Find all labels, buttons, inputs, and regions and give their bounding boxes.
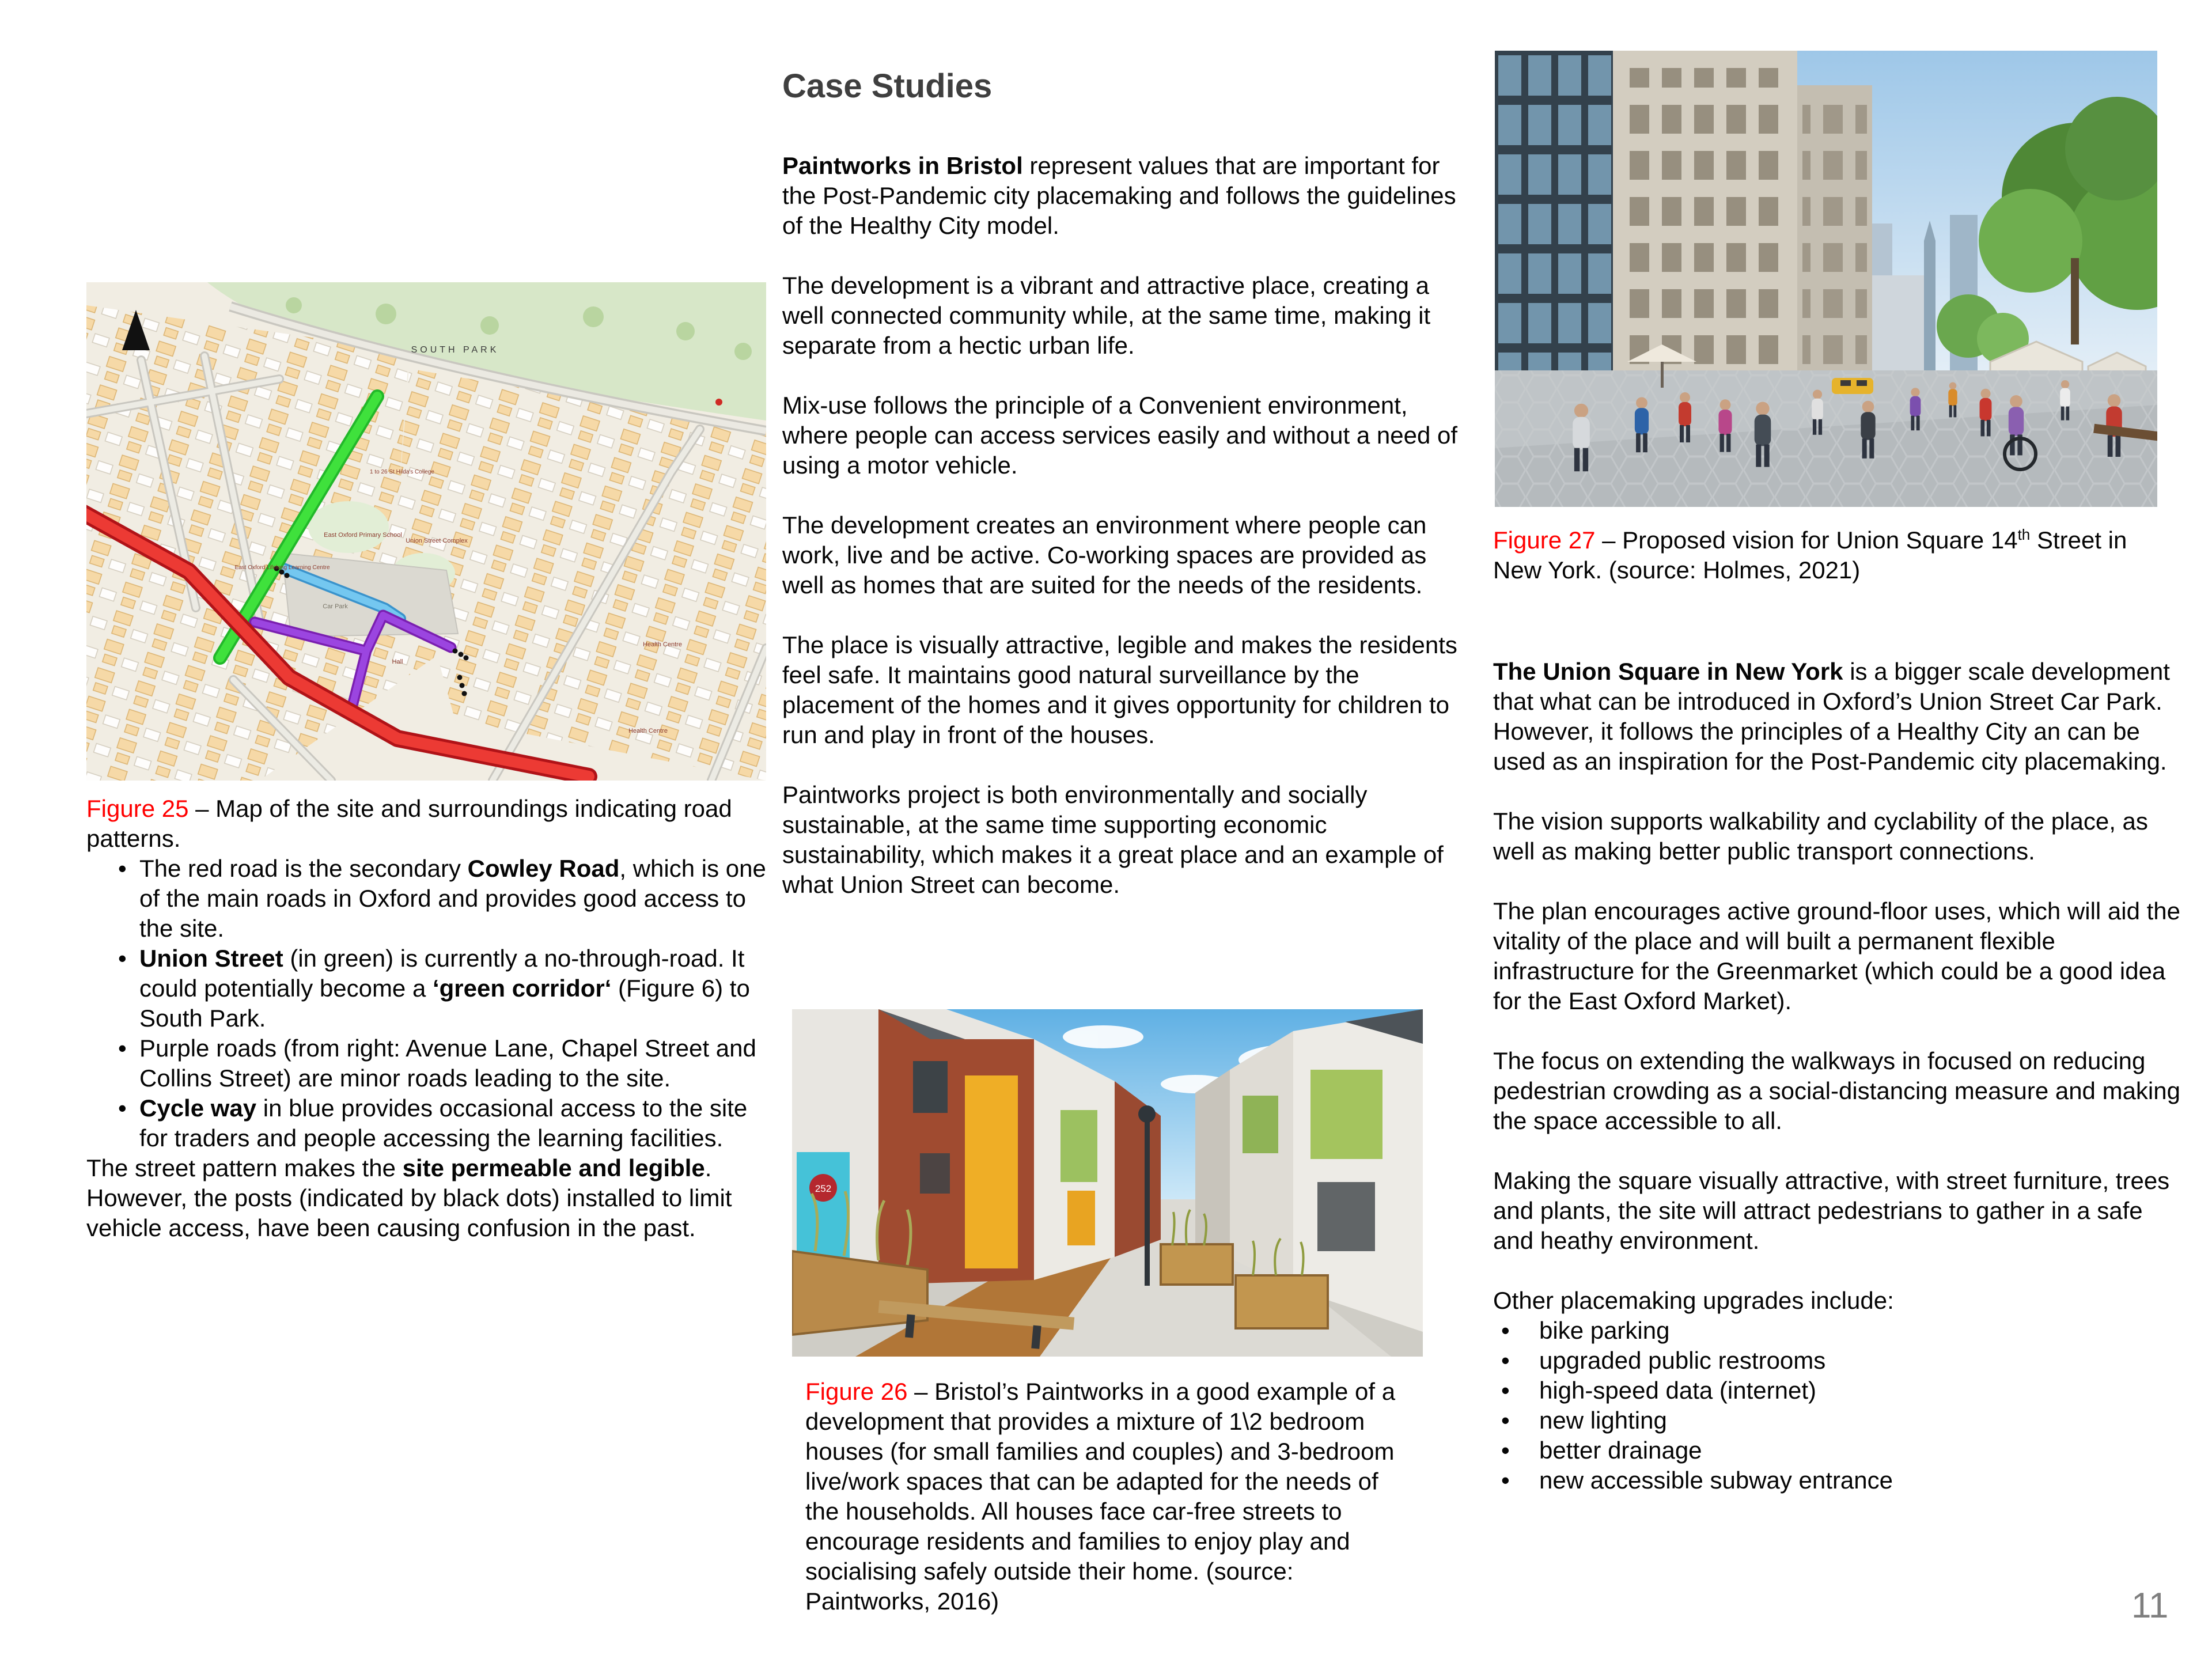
list-item: • Purple roads (from right: Avenue Lane, Chapel Street and Collins Street) are minor roads leading to the site.	[86, 1033, 778, 1093]
street-pattern-paragraph: The street pattern makes the site permeable and legible. However, the posts (indicated by black dots) installed to limit vehicle access, have been causing confusion in the past.	[86, 1154, 732, 1241]
upgrades-intro: Other placemaking upgrades include:	[1493, 1287, 1894, 1314]
list-item: • Union Street (in green) is currently a no-through-road. It could potentially become a ‘green corridor‘ (Figure 6) to South Park.	[86, 944, 778, 1033]
map-label-health-centre-1: Health Centre	[643, 641, 682, 648]
page-number: 11	[2131, 1586, 2169, 1626]
paragraph: The development creates an environment where people can work, live and be active. Co-working spaces are provided as well as homes that are suited for the needs of the residents.	[782, 512, 1427, 599]
paragraph: Paintworks project is both environmentally and socially sustainable, at the same time supporting economic sustainability, which makes it a great place and an example of what Union Street can become.	[782, 781, 1444, 898]
map-label-car-park: Car Park	[323, 603, 348, 610]
figure-27-caption: Figure 27 – Proposed vision for Union Square 14th Street in New York. (source: Holmes, 2021)	[1493, 526, 2127, 584]
paragraph: Paintworks in Bristol represent values that are important for the Post-Pandemic city placemaking and follows the guidelines of the Healthy City model.	[782, 152, 1456, 239]
list-item: • upgraded public restrooms	[1493, 1346, 2187, 1376]
figure-25-caption: Figure 25 – Map of the site and surroundings indicating road patterns.	[86, 795, 732, 852]
list-item: • bike parking	[1493, 1316, 2187, 1346]
figure-26-photo	[792, 1009, 1423, 1357]
paragraph: Making the square visually attractive, with street furniture, trees and plants, the site will attract pedestrians to gather in a safe and heathy environment.	[1493, 1167, 2170, 1254]
site-map-image	[86, 282, 766, 781]
list-item: • new accessible subway entrance	[1493, 1465, 2187, 1495]
figure-27-photo	[1495, 51, 2157, 507]
map-label-south-park: SOUTH PARK	[411, 345, 499, 355]
list-item: • high-speed data (internet)	[1493, 1376, 2187, 1406]
paintworks-street-image	[792, 1009, 1423, 1357]
figure-25-text-block	[86, 794, 778, 1243]
map-label-school: East Oxford Primary School	[324, 532, 402, 539]
figure-25-map	[86, 282, 766, 781]
figure-26-caption: Figure 26 – Bristol’s Paintworks in a good example of a development that provides a mixture of 1\2 bedroom houses (for small families and couples) and 3-bedroom live/work spaces that can be adapted for the needs of the households. All houses face car-free streets to encourage residents and families to enjoy play and socialising safely outside their home. (source: Paintworks, 2016)	[805, 1378, 1396, 1615]
list-item: • better drainage	[1493, 1435, 2187, 1465]
paragraph: The plan encourages active ground-floor uses, which will aid the vitality of the place and will built a permanent flexible infrastructure for the Greenmarket (which could be a good idea for the East Oxford Market).	[1493, 897, 2181, 1014]
page-title: Case Studies	[782, 67, 993, 105]
map-label-st-hildas: 1 to 26 St Hilda's College	[370, 469, 434, 475]
paragraph: The focus on extending the walkways in focused on reducing pedestrian crowding as a social-distancing measure and making the space accessible to all.	[1493, 1047, 2180, 1134]
map-label-hall: Hall	[392, 658, 403, 665]
paragraph: Mix-use follows the principle of a Convenient environment, where people can access services easily and without a need of using a motor vehicle.	[782, 392, 1458, 479]
union-square-text-block	[1493, 657, 2187, 1495]
letterbox-dot	[715, 399, 722, 406]
union-square-image	[1495, 51, 2157, 507]
paragraph: The Union Square in New York is a bigger scale development that what can be introduced in Oxford’s Union Street Car Park. However, it follows the principles of a Healthy City an can be used as an inspiration for the Post-Pandemic city placemaking.	[1493, 658, 2170, 775]
map-label-union-street-complex: Union Street Complex	[406, 537, 468, 544]
list-item: • Cycle way in blue provides occasional access to the site for traders and people accessing the learning facilities.	[86, 1093, 778, 1153]
paragraph: The vision supports walkability and cyclability of the place, as well as making better public transport connections.	[1493, 808, 2148, 865]
map-label-health-centre-2: Health Centre	[628, 728, 668, 734]
paragraph: The development is a vibrant and attractive place, creating a well connected community while, at the same time, making it separate from a hectic urban life.	[782, 272, 1431, 359]
map-label-learning-centre: East Oxford Lifelong Learning Centre	[234, 565, 330, 571]
taxi	[1832, 378, 1873, 394]
door-number-plaque: 252	[815, 1183, 832, 1194]
list-item: • The red road is the secondary Cowley Road, which is one of the main roads in Oxford and provides good access to the site.	[86, 854, 778, 944]
paragraph: The place is visually attractive, legible and makes the residents feel safe. It maintains good natural surveillance by the placement of the homes and it gives opportunity for children to run and play in front of the houses.	[782, 631, 1457, 748]
paintworks-text-block	[782, 151, 1462, 930]
list-item: • new lighting	[1493, 1406, 2187, 1435]
